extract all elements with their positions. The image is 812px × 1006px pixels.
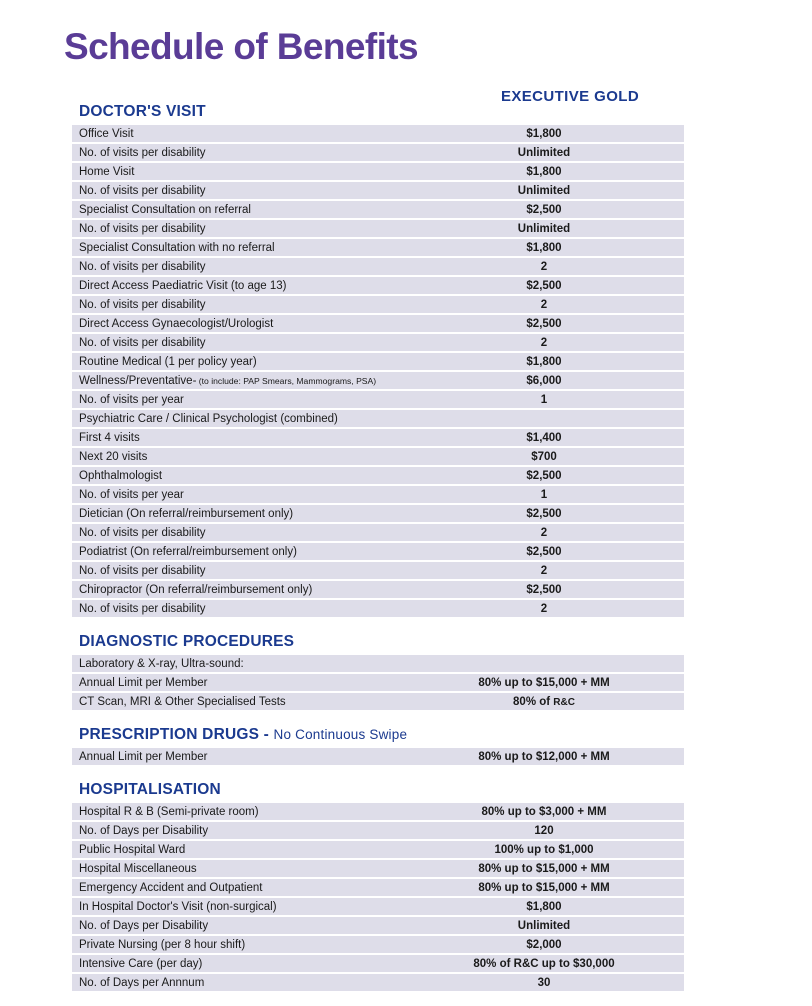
section-diagnostic-procedures <box>72 633 684 710</box>
benefit-label-text: No. of visits per disability <box>79 260 206 273</box>
benefit-label <box>72 863 452 875</box>
benefit-label <box>72 451 452 463</box>
table-row <box>72 258 684 275</box>
benefit-label <box>72 844 452 856</box>
table-row <box>72 674 684 691</box>
benefit-label <box>72 825 452 837</box>
table-row <box>72 822 684 839</box>
benefit-value <box>452 806 684 818</box>
benefit-label <box>72 280 452 292</box>
benefit-value-text: 30 <box>537 976 551 989</box>
benefit-label-note: (to include: PAP Smears, Mammograms, PSA) <box>196 375 377 386</box>
benefit-label-text: Public Hospital Ward <box>79 843 186 856</box>
benefit-value-text: Unlimited <box>517 184 571 197</box>
table-row <box>72 898 684 915</box>
benefit-value <box>452 677 684 689</box>
table-row <box>72 410 684 427</box>
benefit-value-text: Unlimited <box>517 146 571 159</box>
page-title: Schedule of Benefits <box>64 26 418 67</box>
benefit-label <box>72 185 452 197</box>
benefit-label-text: Private Nursing (per 8 hour shift) <box>79 938 246 951</box>
table-row <box>72 562 684 579</box>
table-row <box>72 201 684 218</box>
benefit-value <box>452 128 684 140</box>
table-row <box>72 315 684 332</box>
benefit-value-text: 100% up to $1,000 <box>494 843 594 856</box>
benefit-value <box>452 527 684 539</box>
benefit-label <box>72 920 452 932</box>
benefits-sections <box>72 103 684 991</box>
table-row <box>72 581 684 598</box>
table-row <box>72 239 684 256</box>
benefit-label-text: No. of visits per year <box>79 393 184 406</box>
table-row <box>72 860 684 877</box>
benefit-value <box>452 394 684 406</box>
benefit-value <box>452 508 684 520</box>
benefit-label <box>72 546 452 558</box>
table-row <box>72 182 684 199</box>
section-title-text: DOCTOR'S VISIT <box>79 103 206 120</box>
benefit-label <box>72 939 452 951</box>
benefit-value-text: $2,500 <box>526 583 562 596</box>
benefit-value <box>452 489 684 501</box>
benefit-label-text: No. of visits per disability <box>79 526 206 539</box>
benefit-value <box>452 844 684 856</box>
benefit-label <box>72 318 452 330</box>
table-row <box>72 448 684 465</box>
benefit-label <box>72 299 452 311</box>
benefit-value-text: 2 <box>540 260 548 273</box>
benefit-value <box>452 958 684 970</box>
benefit-value <box>452 204 684 216</box>
table-row <box>72 748 684 765</box>
benefit-label <box>72 901 452 913</box>
benefit-value <box>452 977 684 989</box>
benefit-value-text: $2,500 <box>526 507 562 520</box>
benefit-value <box>452 565 684 577</box>
table-row <box>72 220 684 237</box>
benefit-value-text: 1 <box>540 488 548 501</box>
benefit-label-text: No. of visits per year <box>79 488 184 501</box>
table-row <box>72 144 684 161</box>
benefit-value <box>452 166 684 178</box>
benefit-value-text: Unlimited <box>517 222 571 235</box>
benefit-value <box>452 451 684 463</box>
benefit-label <box>72 204 452 216</box>
table-row <box>72 841 684 858</box>
benefit-label <box>72 432 452 444</box>
benefit-value-text: 2 <box>540 526 548 539</box>
benefit-label-text: CT Scan, MRI & Other Specialised Tests <box>79 695 286 708</box>
benefit-label-text: Hospital Miscellaneous <box>79 862 197 875</box>
benefit-value <box>452 584 684 596</box>
table-row <box>72 917 684 934</box>
benefit-label <box>72 223 452 235</box>
benefit-value <box>452 185 684 197</box>
benefit-value-text: 80% of <box>513 695 554 708</box>
benefit-label <box>72 696 452 708</box>
benefit-label <box>72 147 452 159</box>
table-row <box>72 486 684 503</box>
benefit-label <box>72 413 452 425</box>
benefit-value <box>452 432 684 444</box>
benefit-label <box>72 882 452 894</box>
section-doctors-visit <box>72 103 684 617</box>
benefit-label <box>72 958 452 970</box>
benefit-value-text: 120 <box>534 824 554 837</box>
benefit-label-text: Annual Limit per Member <box>79 676 208 689</box>
benefit-value <box>452 375 684 387</box>
benefit-label-text: Dietician (On referral/reimbursement only) <box>79 507 294 520</box>
benefit-value-text: $2,500 <box>526 317 562 330</box>
benefit-label-text: Next 20 visits <box>79 450 148 463</box>
benefit-value <box>452 147 684 159</box>
benefit-label-text: Office Visit <box>79 127 134 140</box>
benefit-value <box>452 280 684 292</box>
benefit-rows <box>72 655 684 710</box>
section-title-hospitalisation <box>72 781 684 799</box>
benefit-label <box>72 751 452 763</box>
benefit-label <box>72 356 452 368</box>
benefit-label <box>72 128 452 140</box>
benefit-value-text: $2,500 <box>526 279 562 292</box>
benefit-value <box>452 603 684 615</box>
benefit-value-text: $1,800 <box>526 900 562 913</box>
benefit-label-text: Chiropractor (On referral/reimbursement only) <box>79 583 313 596</box>
benefit-value <box>452 318 684 330</box>
table-row <box>72 391 684 408</box>
section-title-text: HOSPITALISATION <box>79 781 221 798</box>
benefit-value-text: $700 <box>531 450 557 463</box>
benefit-label-text: No. of Days per Disability <box>79 919 209 932</box>
table-row <box>72 974 684 991</box>
benefit-value-text: $1,800 <box>526 355 562 368</box>
benefit-value-text: 80% up to $3,000 + MM <box>481 805 607 818</box>
benefit-value <box>452 223 684 235</box>
table-row <box>72 372 684 389</box>
table-row <box>72 277 684 294</box>
section-title-doctors-visit <box>72 103 684 121</box>
table-row <box>72 429 684 446</box>
benefit-value <box>452 546 684 558</box>
benefit-label-text: Ophthalmologist <box>79 469 163 482</box>
table-row <box>72 936 684 953</box>
section-hospitalisation <box>72 781 684 991</box>
benefit-label <box>72 508 452 520</box>
section-subtitle-text: No Continuous Swipe <box>273 727 408 742</box>
benefit-label <box>72 565 452 577</box>
benefit-value <box>452 242 684 254</box>
benefit-value-text: $2,500 <box>526 545 562 558</box>
section-prescription-drugs <box>72 726 684 765</box>
benefit-label <box>72 527 452 539</box>
benefit-label <box>72 603 452 615</box>
benefit-value <box>452 261 684 273</box>
benefit-label-text: Annual Limit per Member <box>79 750 208 763</box>
benefit-value-text: Unlimited <box>517 919 571 932</box>
benefit-rows <box>72 803 684 991</box>
benefit-value-text: $1,800 <box>526 241 562 254</box>
table-row <box>72 334 684 351</box>
benefit-label-text: No. of visits per disability <box>79 184 206 197</box>
benefit-label-text: No. of visits per disability <box>79 336 206 349</box>
benefit-label <box>72 394 452 406</box>
benefit-label-text: Laboratory & X-ray, Ultra-sound: <box>79 657 244 670</box>
benefit-value-text: $1,400 <box>526 431 562 444</box>
benefit-label <box>72 584 452 596</box>
benefit-label-text: Wellness/Preventative- <box>79 374 197 387</box>
benefit-label <box>72 677 452 689</box>
benefit-value <box>452 825 684 837</box>
benefit-label-text: No. of Days per Annnum <box>79 976 205 989</box>
benefit-label-text: No. of visits per disability <box>79 564 206 577</box>
benefit-value-text: 2 <box>540 336 548 349</box>
benefit-label <box>72 166 452 178</box>
benefit-label-text: First 4 visits <box>79 431 140 444</box>
benefit-label <box>72 337 452 349</box>
benefit-label-text: Podiatrist (On referral/reimbursement only) <box>79 545 297 558</box>
benefit-value <box>452 939 684 951</box>
plan-column-header: EXECUTIVE GOLD <box>500 88 640 105</box>
benefit-label <box>72 977 452 989</box>
benefit-value-text: $2,500 <box>526 203 562 216</box>
benefit-label <box>72 658 452 670</box>
benefit-value-abbrev: R&C <box>553 696 575 708</box>
benefit-label-text: Routine Medical (1 per policy year) <box>79 355 257 368</box>
benefit-label <box>72 375 452 387</box>
benefit-value <box>452 470 684 482</box>
table-row <box>72 600 684 617</box>
table-row <box>72 163 684 180</box>
table-row <box>72 505 684 522</box>
benefit-label-text: Home Visit <box>79 165 135 178</box>
benefit-value <box>452 882 684 894</box>
benefit-value-text: 1 <box>540 393 548 406</box>
benefit-label <box>72 242 452 254</box>
benefit-label <box>72 489 452 501</box>
benefit-value <box>452 696 684 708</box>
benefit-label <box>72 470 452 482</box>
benefit-label-text: Direct Access Paediatric Visit (to age 13) <box>79 279 287 292</box>
benefit-value-text: 80% up to $12,000 + MM <box>478 750 610 763</box>
section-title-text: DIAGNOSTIC PROCEDURES <box>79 633 295 650</box>
table-row <box>72 693 684 710</box>
section-title-diagnostic-procedures <box>72 633 684 651</box>
benefit-rows <box>72 125 684 617</box>
benefit-label-text: No. of visits per disability <box>79 602 206 615</box>
benefit-label-text: No. of visits per disability <box>79 298 206 311</box>
benefit-rows <box>72 748 684 765</box>
table-row <box>72 125 684 142</box>
benefit-value-text: $1,800 <box>526 127 562 140</box>
benefit-label <box>72 806 452 818</box>
section-title-text: PRESCRIPTION DRUGS - <box>79 726 274 743</box>
benefit-value <box>452 299 684 311</box>
benefit-value <box>452 356 684 368</box>
benefit-label-text: No. of visits per disability <box>79 222 206 235</box>
benefit-label-text: Intensive Care (per day) <box>79 957 203 970</box>
table-row <box>72 353 684 370</box>
benefit-value-text: $2,500 <box>526 469 562 482</box>
benefit-value-text: 80% up to $15,000 + MM <box>478 676 610 689</box>
benefit-value-text: $6,000 <box>526 374 562 387</box>
benefit-value-text: 80% up to $15,000 + MM <box>478 881 610 894</box>
benefit-value <box>452 901 684 913</box>
benefit-label-text: Direct Access Gynaecologist/Urologist <box>79 317 274 330</box>
benefit-value <box>452 337 684 349</box>
benefit-label-text: Psychiatric Care / Clinical Psychologist (combined) <box>79 412 338 425</box>
benefit-label-text: Specialist Consultation with no referral <box>79 241 275 254</box>
benefit-value-text: 80% of R&C up to $30,000 <box>473 957 615 970</box>
table-row <box>72 655 684 672</box>
benefit-value-text: 2 <box>540 298 548 311</box>
table-row <box>72 467 684 484</box>
benefit-value-text: 80% up to $15,000 + MM <box>478 862 610 875</box>
benefit-label-text: No. of Days per Disability <box>79 824 209 837</box>
table-row <box>72 296 684 313</box>
benefit-value-text: $2,000 <box>526 938 562 951</box>
benefit-value-text: 2 <box>540 602 548 615</box>
benefit-value <box>452 863 684 875</box>
section-title-prescription-drugs <box>72 726 684 744</box>
benefit-value <box>452 920 684 932</box>
benefit-label-text: Hospital R & B (Semi-private room) <box>79 805 259 818</box>
table-row <box>72 524 684 541</box>
table-row <box>72 955 684 972</box>
benefit-label-text: Emergency Accident and Outpatient <box>79 881 263 894</box>
benefit-label-text: No. of visits per disability <box>79 146 206 159</box>
benefit-label <box>72 261 452 273</box>
benefit-label-text: In Hospital Doctor's Visit (non-surgical) <box>79 900 277 913</box>
table-row <box>72 543 684 560</box>
benefit-label-text: Specialist Consultation on referral <box>79 203 251 216</box>
table-row <box>72 879 684 896</box>
benefit-value-text: 2 <box>540 564 548 577</box>
benefit-value <box>452 751 684 763</box>
table-row <box>72 803 684 820</box>
benefit-value-text: $1,800 <box>526 165 562 178</box>
